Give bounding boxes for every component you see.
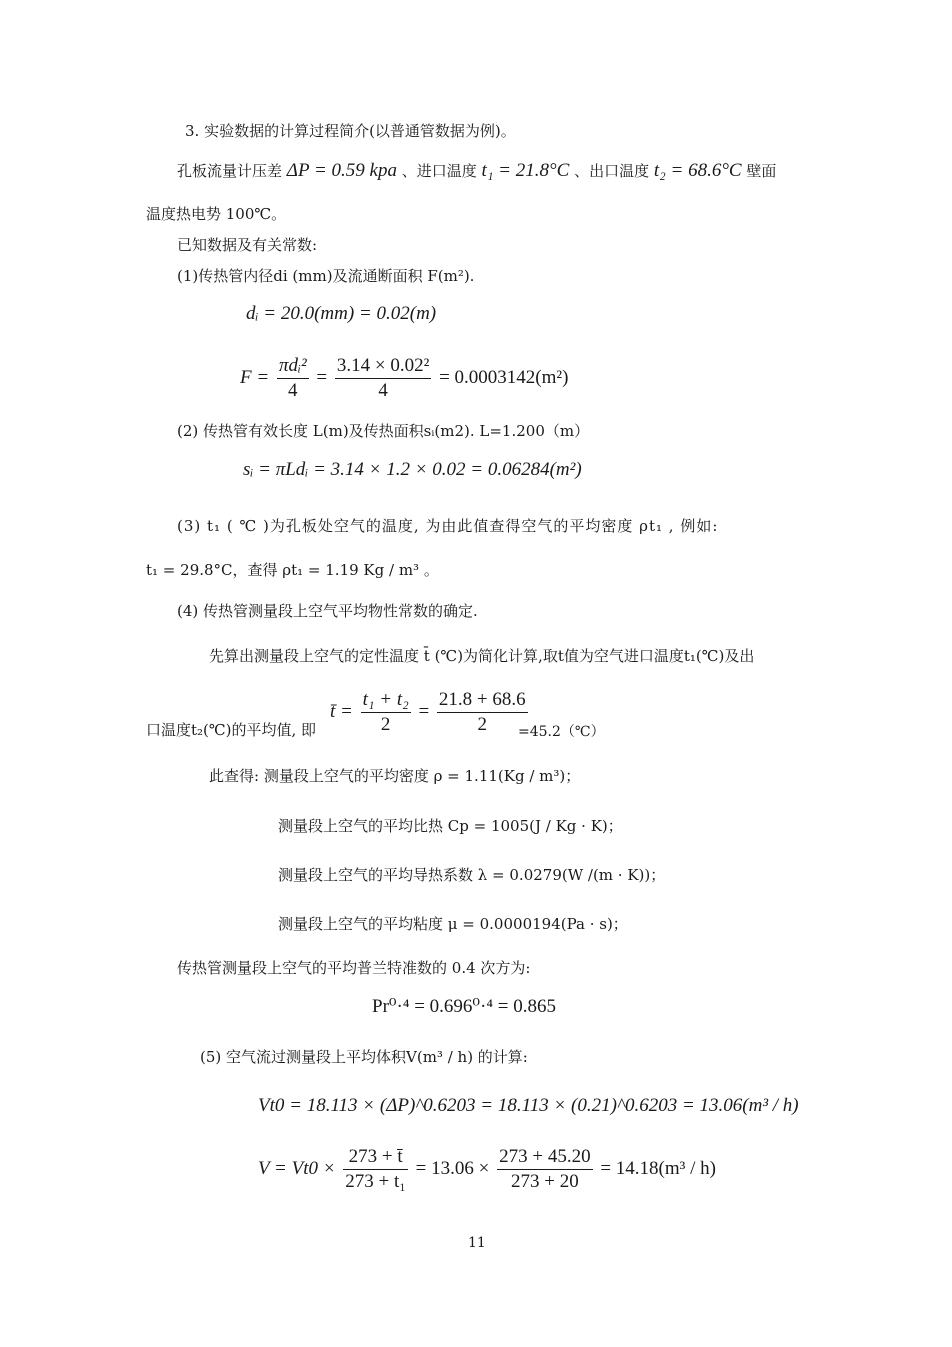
volume-equation [258,1141,716,1197]
section-1-title: (1)传热管内径di (mm)及流通断面积 F(m²). [177,267,475,285]
volume-mid: = 13.06 × [415,1158,490,1179]
volume-frac1-numerator: 273 + t̄ [343,1145,408,1170]
volume-frac2-numerator: 273 + 45.20 [497,1145,592,1170]
outlet-temp: t₂ = 68.6°C [653,160,742,181]
section-4-line-2: 口温度t₂(℃)的平均值, 即 [146,721,317,739]
mean-temp-equation: t̄ = $\frac{\text{t₁ + t₂}}{2}$ = $\frac{21.8 + 68.6}{2}$ [330,689,526,736]
intro-line [177,161,776,181]
area-equation: F = $\frac{\text{πdᵢ²}}{4}$ = $\frac{\text{3.14 × 0.02²}}{4}$ = 0.0003142(m²) [240,355,569,402]
volume-rhs: = 14.18(m³ / h) [600,1158,716,1179]
area-fraction-2 [335,354,431,403]
volume-fraction-2 [497,1145,592,1194]
conductivity-line: 测量段上空气的平均导热系数 λ = 0.0279(W /(m · K))； [278,866,666,884]
tbar-result: =45.2（℃） [518,724,605,740]
tbar-fraction-2 [437,688,528,737]
volume-frac2-denominator: 273 + 20 [510,1171,579,1193]
volume-fraction-1 [343,1145,408,1194]
volume-t0-equation: Vt0 = 18.113 × (ΔP)^0.6203 = 18.113 × (0.21)^0.6203 = 13.06(m³ / h) [258,1095,799,1116]
section-2-title: (2) 传热管有效长度 L(m)及传热面积sᵢ(m2). L=1.200（m） [177,422,590,440]
section-3-line-2: t₁ = 29.8°C，查得 ρt₁ = 1.19 Kg / m³ 。 [146,561,439,579]
tbar-frac2-denominator: 2 [477,714,488,736]
section-heading: 3. 实验数据的计算过程简介(以普通管数据为例)。 [185,122,516,140]
section-5-title: (5) 空气流过测量段上平均体积V(m³ / h) 的计算: [200,1048,528,1066]
specific-heat-line: 测量段上空气的平均比热 Cp = 1005(J / Kg · K)； [278,817,623,835]
intro-text-4: 壁面 [746,162,777,180]
intro-text-2: 、进口温度 [401,162,477,180]
intro-line-2: 温度热电势 100℃。 [146,205,287,223]
intro-text-3: 、出口温度 [574,162,650,180]
density-line: 此查得: 测量段上空气的平均密度 ρ = 1.11(Kg / m³)； [209,767,581,785]
tbar-frac1-numerator: t₁ + t₂ [361,688,411,713]
volume-lhs: V = Vt0 × [258,1158,336,1179]
pressure-diff: ΔP = 0.59 kpa [286,160,397,181]
tbar-fraction-1 [361,688,411,737]
area-frac1-denominator: 4 [288,380,298,402]
volume-frac1-denominator: 273 + t₁ [345,1171,406,1193]
section-3-line-1: (3) t₁ ( ℃ )为孔板处空气的温度, 为由此值查得空气的平均密度 ρt₁ , 例如: [177,517,719,535]
area-frac2-numerator: 3.14 × 0.02² [335,354,431,379]
viscosity-line: 测量段上空气的平均粘度 μ = 0.0000194(Pa · s)； [278,915,628,933]
area-lhs: F = [240,367,270,388]
inlet-temp: t₁ = 21.8°C [481,160,570,181]
tbar-frac2-numerator: 21.8 + 68.6 [437,688,528,713]
area-frac2-denominator: 4 [378,380,388,402]
section-4-line-1: 先算出测量段上空气的定性温度 t̄ (℃)为简化计算,取t值为空气进口温度t₁(℃)及出 [209,647,755,665]
prandtl-text: 传热管测量段上空气的平均普兰特准数的 0.4 次方为: [177,959,531,977]
surface-area-equation: sᵢ = πLdᵢ = 3.14 × 1.2 × 0.02 = 0.06284(m²) [243,459,582,480]
prandtl-equation: Pr⁰·⁴ = 0.696⁰·⁴ = 0.865 [372,996,556,1017]
known-data-label: 已知数据及有关常数: [177,236,318,254]
intro-text-1: 孔板流量计压差 [177,162,283,180]
tbar-lhs: t̄ = [330,701,353,722]
area-rhs: = 0.0003142(m²) [439,367,569,388]
tbar-frac1-denominator: 2 [380,714,391,736]
section-4-title: (4) 传热管测量段上空气平均物性常数的确定. [177,602,478,620]
page-number: 11 [468,1235,486,1251]
area-fraction-1 [277,354,309,403]
area-frac1-numerator: πdᵢ² [277,354,309,379]
diameter-equation: dᵢ = 20.0(mm) = 0.02(m) [246,303,437,324]
